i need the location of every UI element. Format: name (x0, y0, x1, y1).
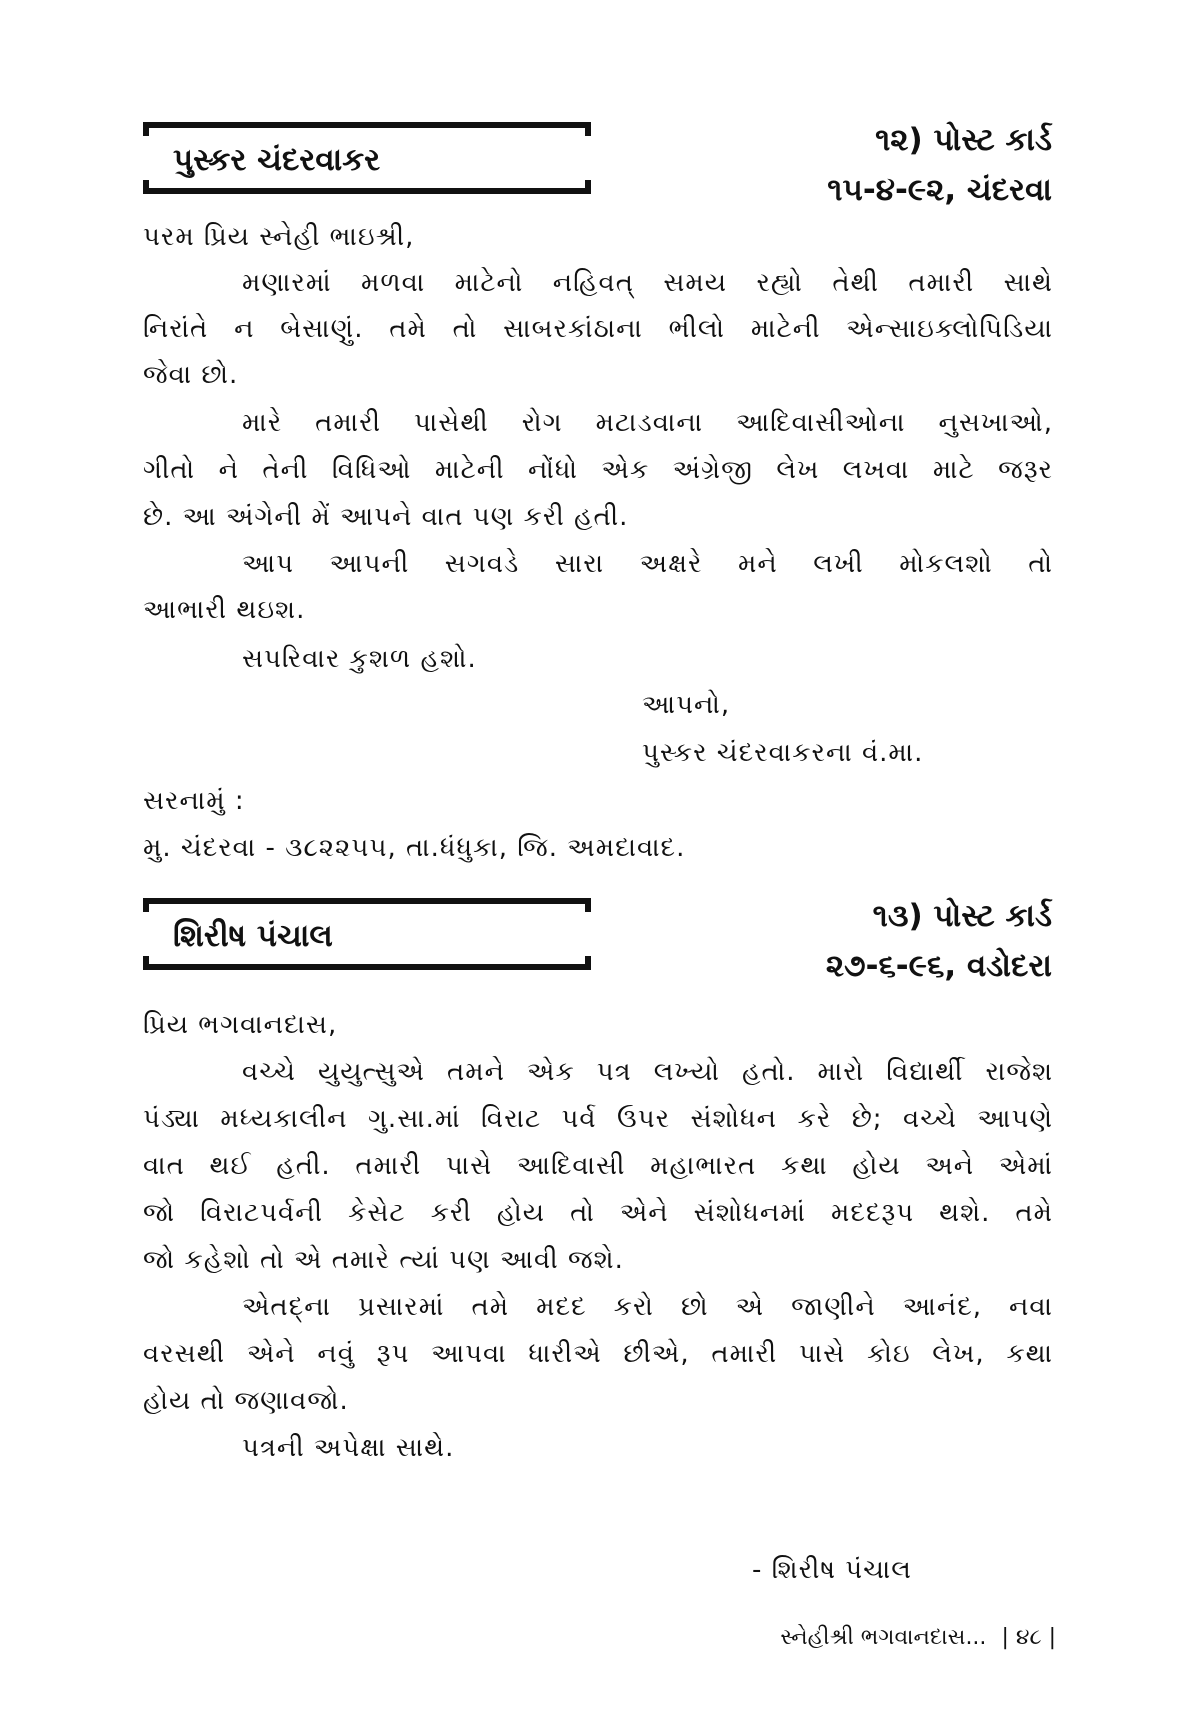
letter1-line: આભારી થઇશ. (143, 595, 306, 625)
letter1-card-number: ૧૨) પોસ્ટ કાર્ડ (875, 122, 1052, 158)
letter1-line: નિરાંતે ન બેસાણું. તમે તો સાબરકાંઠાના ભીલો માટેની એન્સાઇક્લોપિડિયા (143, 314, 1053, 344)
book-title: સ્નેહીશ્રી ભગવાનદાસ... (780, 1625, 987, 1650)
letter2-date-place: ૨૭-૬-૯૬, વડોદરા (825, 948, 1052, 984)
letter2-line: વાત થઈ હતી. તમારી પાસે આદિવાસી મહાભારત કથા હોય અને એમાં (143, 1151, 1053, 1181)
letter1-closing: આપનો, (642, 690, 731, 720)
page-footer (780, 1625, 1056, 1650)
letter2-name-box (143, 898, 591, 970)
letter2-line: જો વિરાટપર્વની કેસેટ કરી હોય તો એને સંશોધનમાં મદદરૂપ થશે. તમે (143, 1198, 1053, 1228)
letter1-line: જેવા છો. (143, 360, 239, 390)
letter2-salutation: પ્રિય ભગવાનદાસ, (143, 1010, 338, 1040)
letter2-line: એતદ્ના પ્રસારમાં તમે મદદ કરો છો એ જાણીને આનંદ, નવા (242, 1292, 1053, 1322)
letter2-line: હોય તો જણાવજો. (143, 1386, 349, 1416)
letter1-line: છે. આ અંગેની મેં આપને વાત પણ કરી હતી. (143, 502, 629, 532)
letter2-line: પત્રની અપેક્ષા સાથે. (242, 1433, 455, 1463)
letter1-name-box (143, 122, 591, 194)
letter2-line: વરસથી એને નવું રૂપ આપવા ધારીએ છીએ, તમારી પાસે કોઇ લેખ, કથા (143, 1339, 1053, 1369)
letter2-line: જો કહેશો તો એ તમારે ત્યાં પણ આવી જશે. (143, 1245, 624, 1275)
letter2-line: વચ્ચે યુયુત્સુએ તમને એક પત્ર લખ્યો હતો. મારો વિદ્યાર્થી રાજેશ (242, 1057, 1053, 1087)
letter1-line: ગીતો ને તેની વિધિઓ માટેની નોંધો એક અંગ્રેજી લેખ લખવા માટે જરૂર (143, 455, 1053, 485)
letter1-salutation: પરમ પ્રિય સ્નેહી ભાઇશ્રી, (143, 222, 415, 252)
page-number: | ૪૮ | (1001, 1625, 1056, 1650)
letter1-line: મારે તમારી પાસેથી રોગ મટાડવાના આદિવાસીઓના નુસખાઓ, (242, 408, 1053, 438)
letter1-line: મણારમાં મળવા માટેનો નહિવત્ સમય રહ્યો તેથી તમારી સાથે (242, 268, 1053, 298)
letter1-line: સપરિવાર કુશળ હશો. (242, 644, 477, 674)
letter1-author-name: પુસ્કર ચંદરવાકર (173, 142, 381, 178)
letter1-address-label: સરનામું : (143, 786, 245, 816)
letter1-date-place: ૧૫-૪-૯૨, ચંદરવા (827, 172, 1052, 208)
letter2-line: પંડ્યા મધ્યકાલીન ગુ.સા.માં વિરાટ પર્વ ઉપર સંશોધન કરે છે; વચ્ચે આપણે (143, 1104, 1053, 1134)
letter1-address: મુ. ચંદરવા - ૩૮૨૨૫૫, તા.ધંધુકા, જિ. અમદાવાદ. (143, 833, 686, 863)
letter1-signature: પુસ્કર ચંદરવાકરના વં.મા. (642, 738, 924, 768)
letter2-author-name: શિરીષ પંચાલ (173, 918, 333, 954)
letter1-line: આપ આપની સગવડે સારા અક્ષરે મને લખી મોકલશો તો (242, 549, 1053, 579)
letter2-card-number: ૧૩) પોસ્ટ કાર્ડ (872, 898, 1052, 934)
letter2-signature: - શિરીષ પંચાલ (752, 1555, 912, 1585)
